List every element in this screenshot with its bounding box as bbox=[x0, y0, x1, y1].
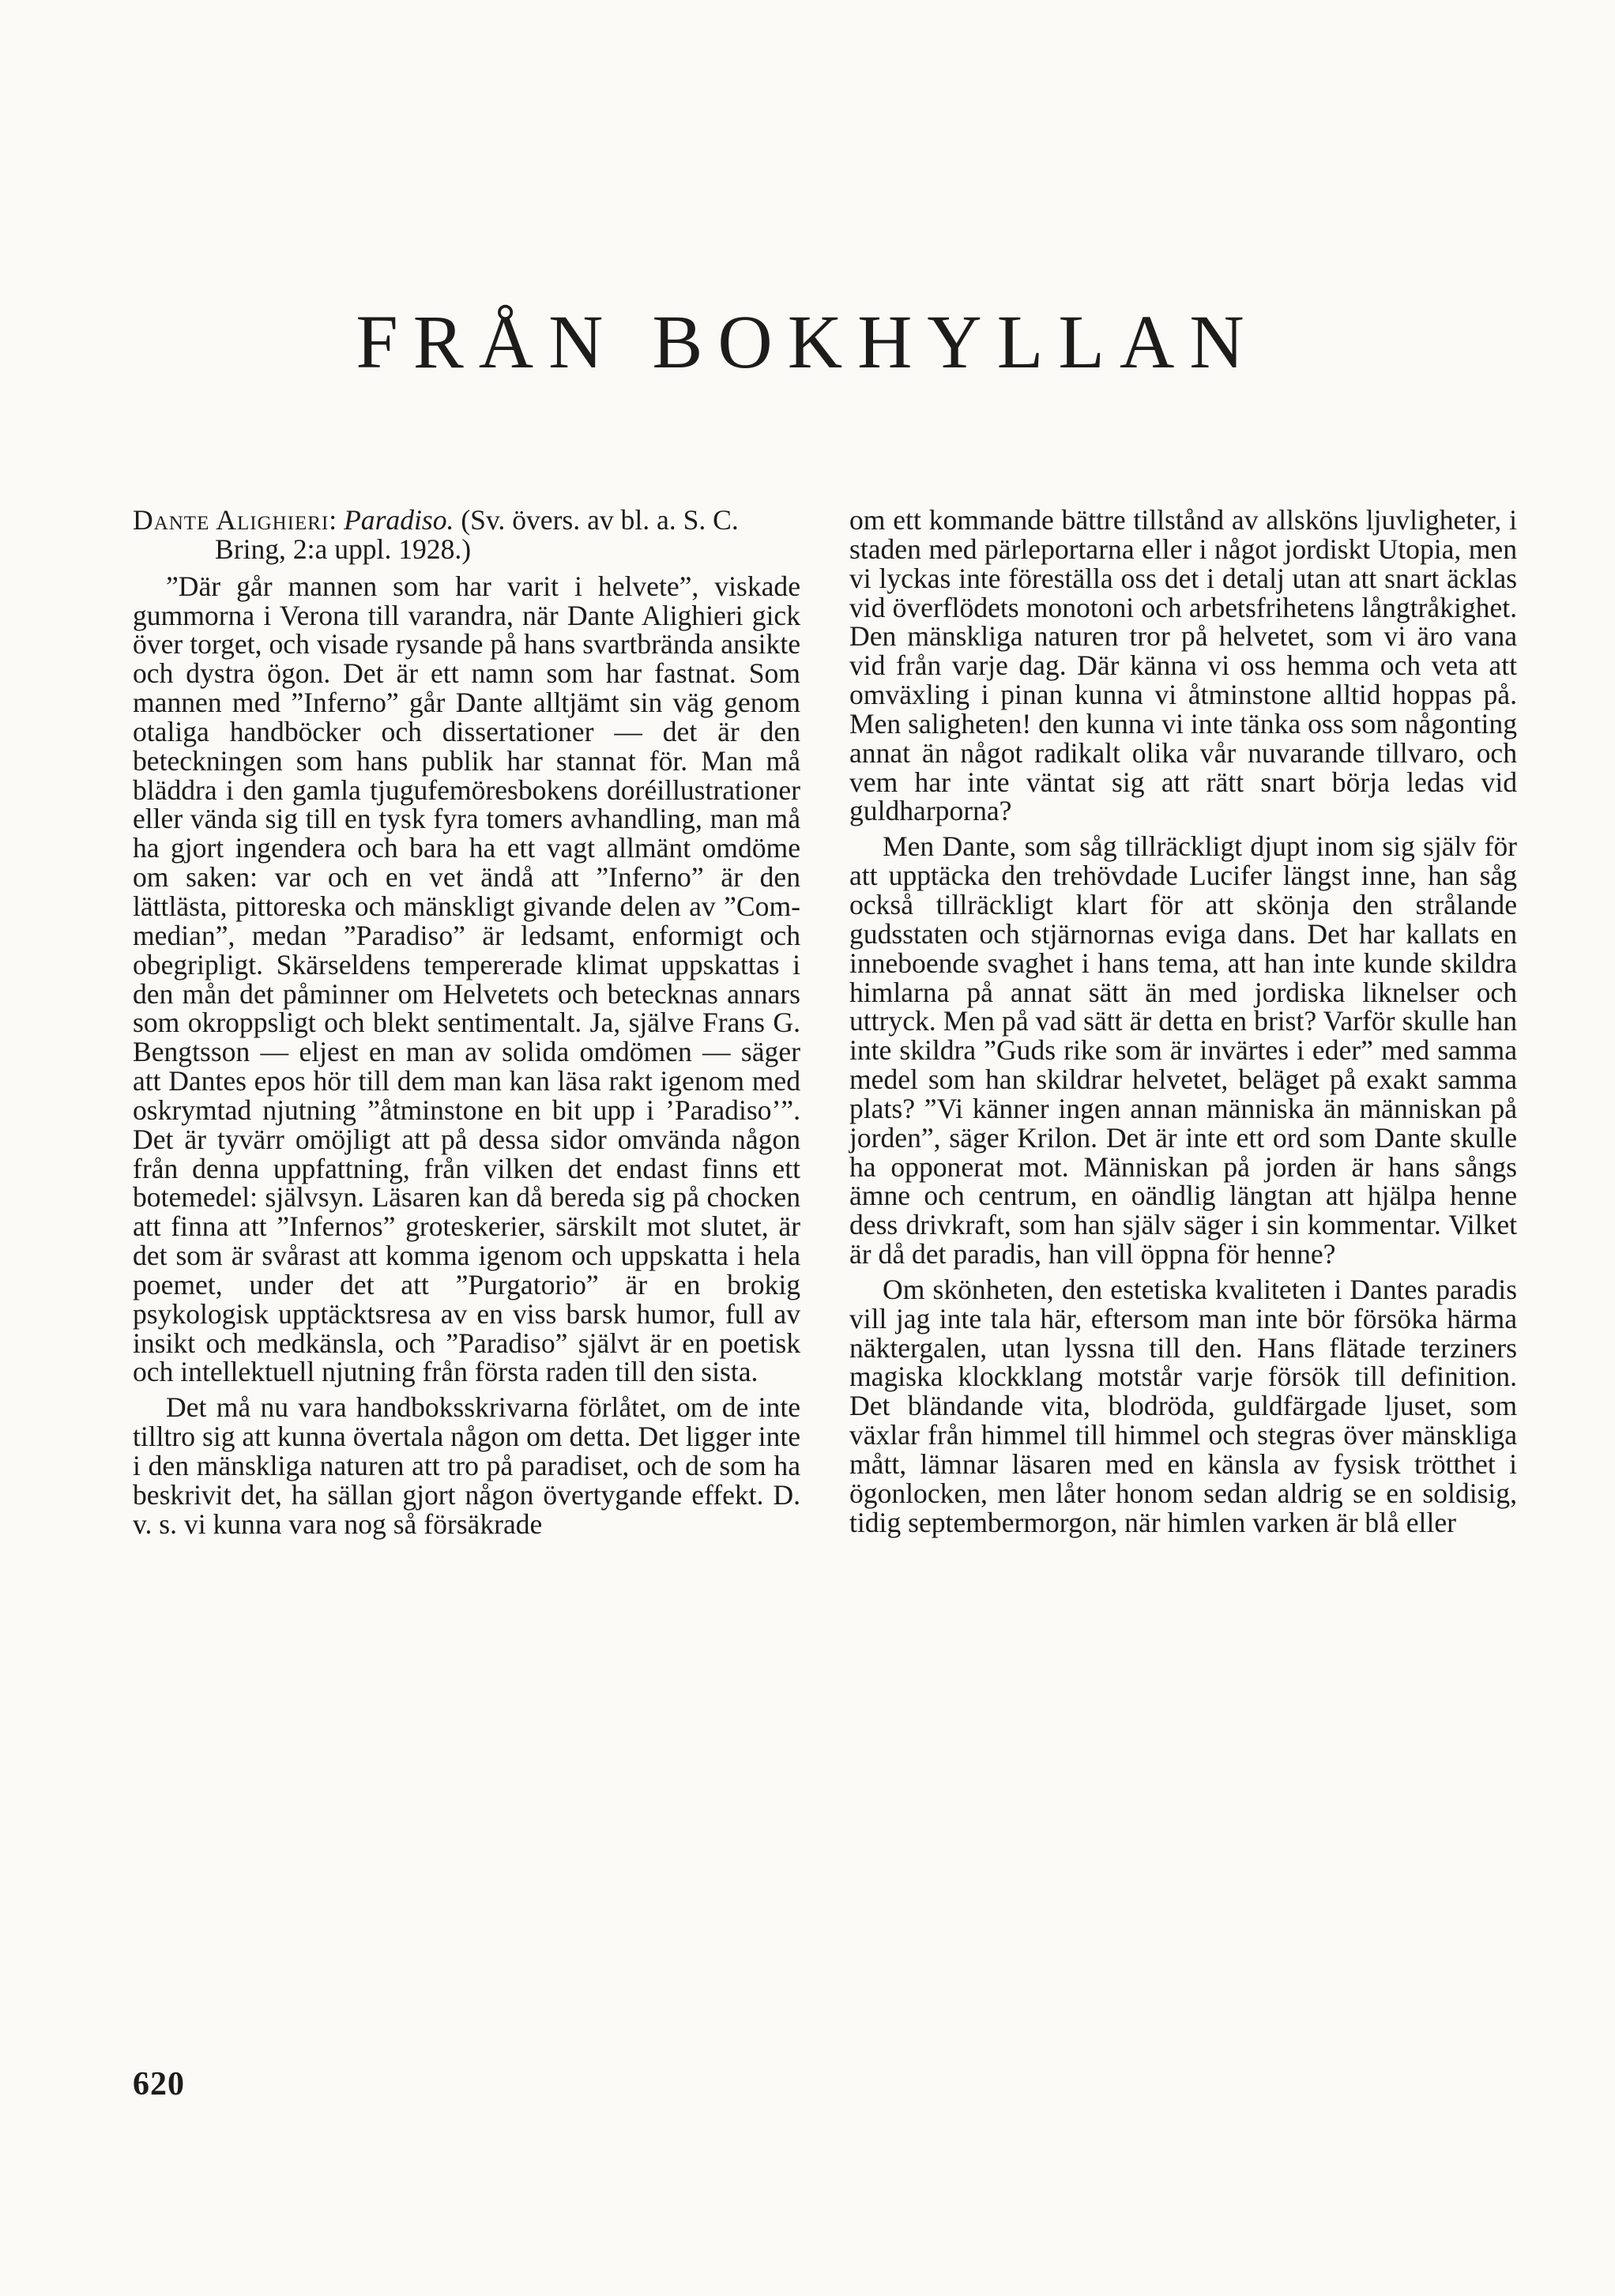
body-paragraph: Men Dante, som såg tillräckligt djupt inom sig själv för att upptäcka den trehövdade Lucifer längst inne, han såg också tillräckligt klart för att skönja den strålande gudsstaten och stjärnornas eviga dans. Det har kallats en inneboende svaghet i hans tema, att han inte kunde skildra himlarna på annat sätt än med jordiska liknelser och uttryck. Men på vad sätt är detta en brist? Varför skulle han inte skildra ”Guds rike som är invärtes i eder” med samma medel som han skildrar helvetet, beläget på exakt samma plats? ”Vi känner ingen annan människa än människan på jorden”, säger Krilon. Det är inte ett ord som Dante skulle ha opponerat mot. Människan på jorden är hans sångs ämne och centrum, en oändlig längtan att hjälpa henne dess drivkraft, som han själv säger i sin kommentar. Vilket är då det paradis, han vill öppna för henne? bbox=[849, 830, 1517, 1270]
body-paragraph: Om skönheten, den estetiska kvaliteten i Dantes paradis vill jag inte tala här, eftersom man inte bör försöka härma näktergalen, utan lyssna till den. Hans flätade terziners magiska klockklang motstår varje försök till definition. Det bländande vita, blodröda, guldfärgade ljuset, som växlar från himmel till himmel och stegras över mänskliga mått, lämnar läsaren med en känsla av fysisk trötthet i ögonlocken, men låter honom sedan aldrig se en soldisig, tidig septembermorgon, när himlen varken är blå eller bbox=[849, 1273, 1517, 1538]
bibliography-entry bbox=[133, 506, 800, 564]
page-number: 620 bbox=[133, 2066, 185, 2102]
left-column bbox=[133, 506, 800, 1539]
bibliography-details: (Sv. övers. av bl. a. S. C. Bring, 2:a uppl. 1928.) bbox=[215, 504, 739, 565]
body-paragraph: ”Där går mannen som har varit i helvete”, viskade gummorna i Verona till varandra, när Dante Alighieri gick över torget, och visade rysande på hans svartbrända ansikte och dystra ögon. Det är ett namn som har fastnat. Som mannen med ”Inferno” går Dante alltjämt sin väg genom otaliga handböcker och dissertationer — det är den beteckningen som hans publik har stannat för. Man må bläddra i den gamla tjugufemöresbokens doréillustrationer eller vända sig till en tysk fyra tomers avhandling, man må ha gjort ingendera och bara ha ett vagt allmänt omdöme om saken: var och en vet ändå att ”Inferno” är den lättlästa, pittoreska och mänskligt givande delen av ”Commedian”, medan ”Paradiso” är ledsamt, enformigt och obegripligt. Skärseldens tempererade klimat uppskattas i den mån det påminner om Helvetets och betecknas annars som okroppsligt och blekt sentimentalt. Ja, själve Frans G. Bengtsson — eljest en man av solida omdömen — säger att Dantes epos hör till dem man kan läsa rakt igenom med oskrymtad njutning ”åtminstone en bit upp i ’Paradiso’”. Det är tyvärr omöjligt att på dessa sidor omvända någon från denna uppfattning, från vilken det endast finns ett botemedel: självsyn. Läsaren kan då bereda sig på chocken att finna att ”Infernos” groteskerier, särskilt mot slutet, är det som är svårast att komma igenom och uppskatta i hela poemet, under det att ”Purgatorio” är en brokig psykologisk upptäcktsresa av en viss barsk humor, full av insikt och medkänsla, och ”Paradiso” självt är en poetisk och intellektuell njutning från första raden till den sista. bbox=[133, 570, 800, 1388]
body-paragraph: om ett kommande bättre tillstånd av allsköns ljuvligheter, i staden med pärleportarna eller i något jordiskt Utopia, men vi lyckas inte föreställa oss det i detalj utan att snart äcklas vid överflödets monotoni och arbetsfrihetens långtråkighet. Den mänskliga naturen tror på helvetet, som vi äro vana vid från varje dag. Där känna vi oss hemma och veta att omväxling i pinan kunna vi åtminstone alltid hoppas på. Men saligheten! den kunna vi inte tänka oss som någonting annat än något radikalt olika vår nuvarande tillvaro, och vem har inte väntat sig att rätt snart börja ledas vid guldharporna? bbox=[849, 504, 1517, 827]
bibliography-separator: : bbox=[329, 504, 344, 536]
right-column bbox=[849, 506, 1517, 1538]
body-paragraph: Det må nu vara handboksskrivarna förlåtet, om de inte tilltro sig att kunna övertala någon om detta. Det ligger inte i den mänskliga naturen att tro på paradiset, och de som ha beskrivit det, ha sällan gjort någon övertygande effekt. D. v. s. vi kunna vara nog så försäkrade bbox=[133, 1391, 800, 1540]
page-title: FRÅN BOKHYLLAN bbox=[356, 299, 1259, 384]
bibliography-author: Dante Alighieri bbox=[133, 504, 329, 536]
bibliography-work: Paradiso. bbox=[344, 504, 454, 536]
